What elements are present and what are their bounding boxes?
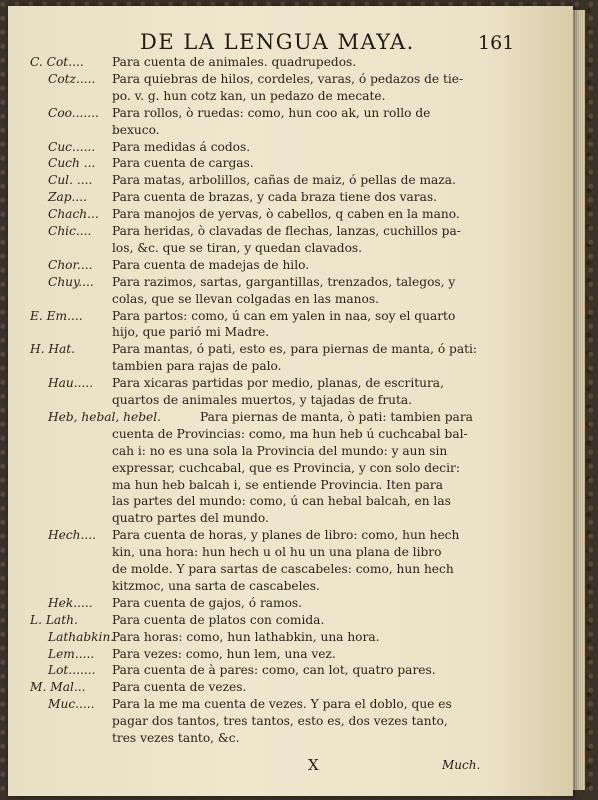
entry-definition: Para vezes: como, hun lem, una vez. <box>112 646 336 661</box>
entry-definition-continued: los, &c. que se tiran, y quedan clavados. <box>112 240 363 255</box>
entry-headword: Hech.... <box>48 528 97 543</box>
book-page <box>8 6 573 796</box>
entry-definition-continued: cuenta de Provincias: como, ma hun heb ú cuchcabal bal- <box>112 426 468 441</box>
entry-definition-continued: kitzmoc, una sarta de cascabeles. <box>112 578 320 593</box>
entry-definition: Para cuenta de gajos, ó ramos. <box>112 595 303 610</box>
entry-headword: Lathabkin. <box>48 629 115 644</box>
page-edges <box>573 10 585 790</box>
entry-headword: Lem..... <box>48 646 95 661</box>
entry-headword: H. Hat. <box>30 342 76 357</box>
entry-headword: Hau..... <box>48 376 94 391</box>
page-footer <box>8 754 573 778</box>
entry-definition-continued: hijo, que parió mi Madre. <box>112 325 270 340</box>
entry-definition: Para cuenta de horas, y planes de libro: como, hun hech <box>112 528 460 543</box>
entry-definition-continued: bexuco. <box>112 122 160 137</box>
entry-definition: Para razimos, sartas, gargantillas, trenzados, talegos, y <box>112 274 456 289</box>
entry-definition: Para cuenta de platos con comida. <box>112 612 325 627</box>
entry-definition-continued: tres vezes tanto, &c. <box>112 731 240 745</box>
entry-definition-continued: po. v. g. hun cotz kan, un pedazo de mecate. <box>112 88 386 103</box>
entry-definition-continued: las partes del mundo: como, ú can hebal balcah, en las <box>112 494 451 509</box>
entry-definition: Para la me ma cuenta de vezes. Y para el doblo, que es <box>112 697 452 712</box>
entry-definition-continued: cah i: no es una sola la Provincia del mundo: y aun sin <box>112 443 448 458</box>
entry-definition: Para horas: como, hun lathabkin, una hora. <box>112 629 380 644</box>
entry-definition-continued: ma hun heb balcah i, se entiende Provincia. Iten para <box>112 477 443 492</box>
entry-headword: Cul. .... <box>48 173 93 188</box>
entry-headword: M. Mal... <box>30 680 86 695</box>
entry-definition: Para mantas, ó pati, esto es, para piernas de manta, ó pati: <box>112 342 478 357</box>
entry-definition: Para heridas, ò clavadas de flechas, lanzas, cuchillos pa- <box>112 224 461 238</box>
entry-headword: Chic.... <box>48 224 92 238</box>
entry-definition-continued: quatro partes del mundo. <box>112 511 269 526</box>
entry-definition: Para quiebras de hilos, cordeles, varas, ó pedazos de tie- <box>112 71 464 86</box>
entry-headword: Cuc...... <box>48 139 96 154</box>
entry-headword: C. Cot.... <box>30 55 84 69</box>
entry-definition: Para cuenta de à pares: como, can lot, quatro pares. <box>112 663 436 678</box>
entry-headword: Chach... <box>48 207 99 222</box>
entry-definition-continued: pagar dos tantos, tres tantos, esto es, dos vezes tanto, <box>112 714 448 729</box>
entry-headword: Cuch ... <box>48 156 96 171</box>
entry-headword: Heb, hebal, hebel. <box>48 409 162 424</box>
entry-headword: Muc..... <box>48 697 95 712</box>
entry-definition-continued: tambien para rajas de palo. <box>112 359 282 374</box>
entry-headword: Chor.... <box>48 257 93 272</box>
entry-definition: Para cuenta de brazas, y cada braza tiene dos varas. <box>112 190 437 205</box>
entry-definition-continued: quartos de animales muertos, y tajadas de fruta. <box>112 393 413 407</box>
entry-definition: Para cuenta de vezes. <box>112 680 247 695</box>
entry-headword: Hek..... <box>48 595 93 610</box>
entry-definition-continued: kin, una hora: hun hech u ol hu un una plana de libro <box>112 545 442 560</box>
entry-definition-continued: colas, que se llevan colgadas en las manos. <box>112 291 379 306</box>
entry-definition: Para manojos de yervas, ò cabellos, q caben en la mano. <box>112 207 460 222</box>
entry-headword: Zap.... <box>48 190 88 205</box>
page-number: 161 <box>478 32 515 54</box>
entry-definition: Para cuenta de cargas. <box>112 156 254 171</box>
entry-definition: Para cuenta de madejas de hilo. <box>112 257 310 272</box>
entry-definition: Para piernas de manta, ò pati: tambien para <box>200 409 473 424</box>
entry-definition: Para medidas á codos. <box>112 139 251 154</box>
entry-headword: Chuy.... <box>48 274 94 289</box>
entry-definition: Para cuenta de animales. quadrupedos. <box>112 55 357 69</box>
entry-definition: Para rollos, ò ruedas: como, hun coo ak, un rollo de <box>112 105 431 120</box>
entry-headword: L. Lath. <box>30 612 78 627</box>
signature-mark: X <box>308 756 319 774</box>
entry-headword: Lot....... <box>48 663 96 678</box>
entry-definition: Para xicaras partidas por medio, planas, de escritura, <box>112 376 444 391</box>
entry-headword: Cotz..... <box>48 71 96 86</box>
running-title: DE LA LENGUA MAYA. <box>140 30 415 54</box>
entry-definition: Para matas, arbolillos, cañas de maiz, ó pellas de maza. <box>112 173 456 188</box>
catchword: Much. <box>442 758 481 772</box>
entry-headword: Coo....... <box>48 105 99 120</box>
entry-headword: E. Em.... <box>30 308 83 323</box>
entry-definition-continued: de molde. Y para sartas de cascabeles: como, hun hech <box>112 562 454 576</box>
entry-definition-continued: expressar, cuchcabal, que es Provincia, y con solo decir: <box>112 460 460 475</box>
entry-definition: Para partos: como, ú can em yalen in naa, soy el quarto <box>112 308 456 323</box>
